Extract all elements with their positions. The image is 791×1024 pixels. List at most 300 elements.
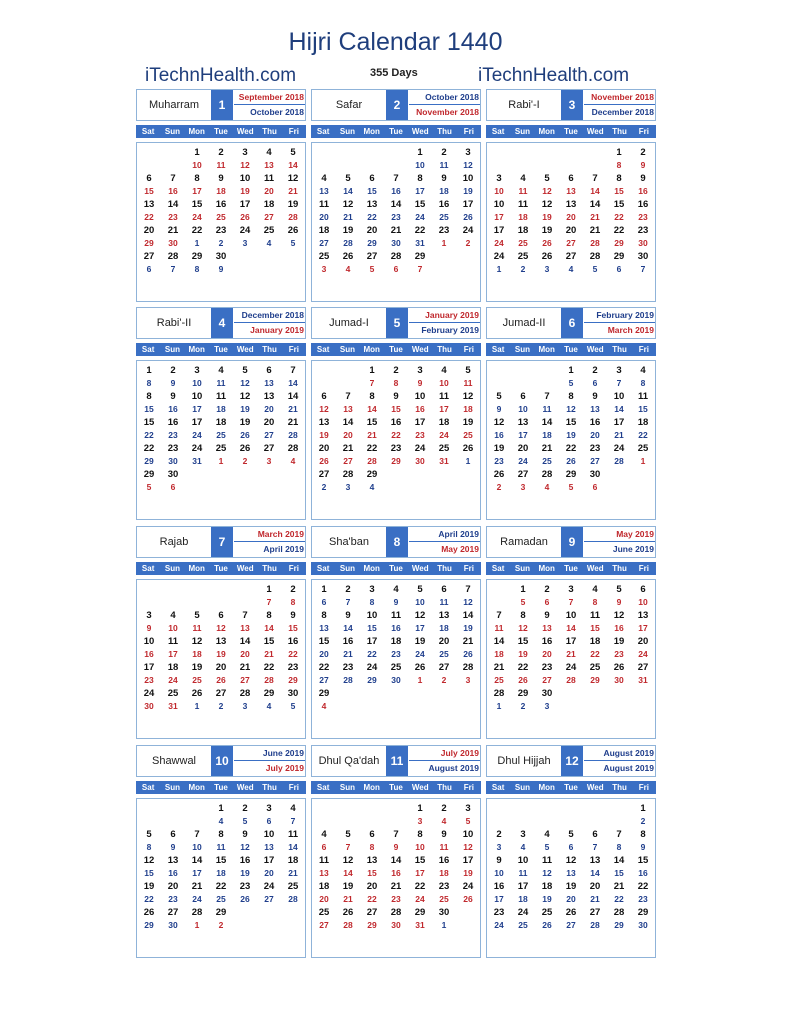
hijri-day[interactable]: 7 bbox=[544, 391, 550, 402]
hijri-day[interactable]: 19 bbox=[143, 881, 155, 892]
hijri-day[interactable]: 27 bbox=[517, 469, 529, 480]
hijri-day[interactable]: 6 bbox=[321, 391, 327, 402]
hijri-day[interactable]: 30 bbox=[167, 469, 179, 480]
hijri-day[interactable]: 13 bbox=[637, 610, 649, 621]
hijri-day[interactable]: 14 bbox=[191, 855, 203, 866]
hijri-day[interactable]: 7 bbox=[194, 829, 200, 840]
hijri-day[interactable]: 28 bbox=[390, 251, 402, 262]
hijri-day[interactable]: 3 bbox=[194, 365, 200, 376]
hijri-day[interactable]: 1 bbox=[266, 584, 272, 595]
hijri-day[interactable]: 22 bbox=[143, 443, 155, 454]
hijri-day[interactable]: 1 bbox=[640, 803, 646, 814]
hijri-day[interactable]: 8 bbox=[616, 173, 622, 184]
hijri-day[interactable]: 4 bbox=[170, 610, 176, 621]
hijri-day[interactable]: 23 bbox=[541, 662, 553, 673]
hijri-day[interactable]: 8 bbox=[640, 829, 646, 840]
hijri-day[interactable]: 9 bbox=[290, 610, 296, 621]
hijri-day[interactable]: 17 bbox=[462, 199, 474, 210]
hijri-day[interactable]: 7 bbox=[496, 610, 502, 621]
hijri-day[interactable]: 20 bbox=[143, 225, 155, 236]
hijri-day[interactable]: 17 bbox=[263, 855, 275, 866]
hijri-day[interactable]: 17 bbox=[143, 662, 155, 673]
hijri-day[interactable]: 24 bbox=[263, 881, 275, 892]
hijri-day[interactable]: 6 bbox=[640, 584, 646, 595]
hijri-day[interactable]: 23 bbox=[438, 881, 450, 892]
hijri-day[interactable]: 14 bbox=[613, 855, 625, 866]
hijri-day[interactable]: 29 bbox=[215, 907, 227, 918]
hijri-day[interactable]: 21 bbox=[239, 662, 251, 673]
hijri-day[interactable]: 15 bbox=[318, 636, 330, 647]
hijri-day[interactable]: 30 bbox=[438, 907, 450, 918]
hijri-day[interactable]: 10 bbox=[493, 199, 505, 210]
hijri-day[interactable]: 27 bbox=[438, 662, 450, 673]
hijri-day[interactable]: 4 bbox=[640, 365, 646, 376]
hijri-day[interactable]: 20 bbox=[318, 443, 330, 454]
hijri-day[interactable]: 26 bbox=[287, 225, 299, 236]
hijri-day[interactable]: 23 bbox=[637, 225, 649, 236]
hijri-day[interactable]: 11 bbox=[438, 391, 450, 402]
hijri-day[interactable]: 4 bbox=[266, 147, 272, 158]
hijri-day[interactable]: 7 bbox=[393, 829, 399, 840]
hijri-day[interactable]: 21 bbox=[167, 225, 179, 236]
hijri-day[interactable]: 15 bbox=[517, 636, 529, 647]
hijri-day[interactable]: 22 bbox=[565, 443, 577, 454]
hijri-day[interactable]: 3 bbox=[266, 803, 272, 814]
hijri-day[interactable]: 25 bbox=[167, 688, 179, 699]
hijri-day[interactable]: 15 bbox=[637, 855, 649, 866]
hijri-day[interactable]: 25 bbox=[438, 443, 450, 454]
hijri-day[interactable]: 28 bbox=[191, 907, 203, 918]
hijri-day[interactable]: 6 bbox=[369, 829, 375, 840]
hijri-day[interactable]: 20 bbox=[637, 636, 649, 647]
hijri-day[interactable]: 13 bbox=[143, 199, 155, 210]
hijri-day[interactable]: 24 bbox=[191, 443, 203, 454]
hijri-day[interactable]: 9 bbox=[242, 829, 248, 840]
hijri-day[interactable]: 29 bbox=[318, 688, 330, 699]
hijri-day[interactable]: 11 bbox=[167, 636, 179, 647]
hijri-day[interactable]: 2 bbox=[218, 147, 224, 158]
hijri-day[interactable]: 10 bbox=[517, 855, 529, 866]
hijri-day[interactable]: 15 bbox=[215, 855, 227, 866]
hijri-day[interactable]: 13 bbox=[263, 391, 275, 402]
hijri-day[interactable]: 25 bbox=[517, 251, 529, 262]
hijri-day[interactable]: 19 bbox=[287, 199, 299, 210]
hijri-day[interactable]: 2 bbox=[640, 147, 646, 158]
hijri-day[interactable]: 26 bbox=[565, 907, 577, 918]
hijri-day[interactable]: 21 bbox=[541, 443, 553, 454]
hijri-day[interactable]: 2 bbox=[170, 365, 176, 376]
hijri-day[interactable]: 2 bbox=[441, 803, 447, 814]
hijri-day[interactable]: 9 bbox=[441, 173, 447, 184]
hijri-day[interactable]: 6 bbox=[170, 829, 176, 840]
hijri-day[interactable]: 14 bbox=[390, 199, 402, 210]
hijri-day[interactable]: 17 bbox=[613, 417, 625, 428]
hijri-day[interactable]: 5 bbox=[146, 829, 152, 840]
hijri-day[interactable]: 13 bbox=[565, 199, 577, 210]
hijri-day[interactable]: 5 bbox=[544, 173, 550, 184]
hijri-day[interactable]: 11 bbox=[517, 199, 529, 210]
hijri-day[interactable]: 29 bbox=[414, 907, 426, 918]
hijri-day[interactable]: 21 bbox=[287, 417, 299, 428]
hijri-day[interactable]: 24 bbox=[493, 251, 505, 262]
hijri-day[interactable]: 3 bbox=[616, 365, 622, 376]
hijri-day[interactable]: 23 bbox=[239, 881, 251, 892]
hijri-day[interactable]: 15 bbox=[143, 417, 155, 428]
hijri-day[interactable]: 9 bbox=[640, 173, 646, 184]
hijri-day[interactable]: 27 bbox=[318, 469, 330, 480]
hijri-day[interactable]: 28 bbox=[589, 251, 601, 262]
hijri-day[interactable]: 28 bbox=[613, 907, 625, 918]
hijri-day[interactable]: 20 bbox=[517, 443, 529, 454]
hijri-day[interactable]: 29 bbox=[263, 688, 275, 699]
hijri-day[interactable]: 16 bbox=[287, 636, 299, 647]
hijri-day[interactable]: 8 bbox=[321, 610, 327, 621]
hijri-day[interactable]: 24 bbox=[143, 688, 155, 699]
hijri-day[interactable]: 22 bbox=[191, 225, 203, 236]
hijri-day[interactable]: 18 bbox=[287, 855, 299, 866]
hijri-day[interactable]: 2 bbox=[242, 803, 248, 814]
hijri-day[interactable]: 16 bbox=[239, 855, 251, 866]
hijri-day[interactable]: 21 bbox=[493, 662, 505, 673]
hijri-day[interactable]: 12 bbox=[191, 636, 203, 647]
hijri-day[interactable]: 24 bbox=[565, 662, 577, 673]
hijri-day[interactable]: 27 bbox=[167, 907, 179, 918]
hijri-day[interactable]: 20 bbox=[263, 417, 275, 428]
hijri-day[interactable]: 1 bbox=[218, 803, 224, 814]
hijri-day[interactable]: 10 bbox=[191, 391, 203, 402]
hijri-day[interactable]: 18 bbox=[390, 636, 402, 647]
hijri-day[interactable]: 26 bbox=[414, 662, 426, 673]
hijri-day[interactable]: 14 bbox=[589, 199, 601, 210]
hijri-day[interactable]: 28 bbox=[287, 443, 299, 454]
hijri-day[interactable]: 20 bbox=[589, 881, 601, 892]
hijri-day[interactable]: 13 bbox=[366, 855, 378, 866]
hijri-day[interactable]: 10 bbox=[366, 610, 378, 621]
hijri-day[interactable]: 19 bbox=[565, 881, 577, 892]
hijri-day[interactable]: 8 bbox=[146, 391, 152, 402]
hijri-day[interactable]: 6 bbox=[369, 173, 375, 184]
hijri-day[interactable]: 11 bbox=[637, 391, 649, 402]
hijri-day[interactable]: 19 bbox=[541, 225, 553, 236]
hijri-day[interactable]: 1 bbox=[417, 803, 423, 814]
hijri-day[interactable]: 26 bbox=[613, 662, 625, 673]
hijri-day[interactable]: 30 bbox=[215, 251, 227, 262]
hijri-day[interactable]: 6 bbox=[218, 610, 224, 621]
hijri-day[interactable]: 18 bbox=[215, 417, 227, 428]
hijri-day[interactable]: 10 bbox=[565, 610, 577, 621]
hijri-day[interactable]: 30 bbox=[541, 688, 553, 699]
hijri-day[interactable]: 18 bbox=[541, 881, 553, 892]
hijri-day[interactable]: 3 bbox=[568, 584, 574, 595]
hijri-day[interactable]: 23 bbox=[287, 662, 299, 673]
hijri-day[interactable]: 27 bbox=[263, 443, 275, 454]
hijri-day[interactable]: 13 bbox=[215, 636, 227, 647]
hijri-day[interactable]: 1 bbox=[616, 147, 622, 158]
hijri-day[interactable]: 4 bbox=[290, 803, 296, 814]
hijri-day[interactable]: 1 bbox=[146, 365, 152, 376]
hijri-day[interactable]: 25 bbox=[318, 907, 330, 918]
hijri-day[interactable]: 9 bbox=[441, 829, 447, 840]
hijri-day[interactable]: 23 bbox=[390, 443, 402, 454]
hijri-day[interactable]: 28 bbox=[541, 469, 553, 480]
hijri-day[interactable]: 19 bbox=[342, 225, 354, 236]
hijri-day[interactable]: 16 bbox=[637, 199, 649, 210]
hijri-day[interactable]: 14 bbox=[342, 417, 354, 428]
hijri-day[interactable]: 16 bbox=[589, 417, 601, 428]
hijri-day[interactable]: 4 bbox=[441, 365, 447, 376]
hijri-day[interactable]: 26 bbox=[493, 469, 505, 480]
hijri-day[interactable]: 28 bbox=[462, 662, 474, 673]
hijri-day[interactable]: 22 bbox=[517, 662, 529, 673]
hijri-day[interactable]: 2 bbox=[441, 147, 447, 158]
hijri-day[interactable]: 11 bbox=[541, 855, 553, 866]
hijri-day[interactable]: 12 bbox=[613, 610, 625, 621]
hijri-day[interactable]: 29 bbox=[143, 469, 155, 480]
hijri-day[interactable]: 3 bbox=[417, 365, 423, 376]
hijri-day[interactable]: 12 bbox=[462, 391, 474, 402]
site-link-right[interactable]: iTechnHealth.com bbox=[478, 65, 630, 86]
hijri-day[interactable]: 5 bbox=[417, 584, 423, 595]
hijri-day[interactable]: 15 bbox=[366, 417, 378, 428]
hijri-day[interactable]: 15 bbox=[414, 199, 426, 210]
hijri-day[interactable]: 28 bbox=[342, 469, 354, 480]
hijri-day[interactable]: 13 bbox=[167, 855, 179, 866]
hijri-day[interactable]: 26 bbox=[239, 443, 251, 454]
hijri-day[interactable]: 4 bbox=[544, 829, 550, 840]
hijri-day[interactable]: 27 bbox=[565, 251, 577, 262]
hijri-day[interactable]: 21 bbox=[613, 881, 625, 892]
hijri-day[interactable]: 5 bbox=[345, 173, 351, 184]
hijri-day[interactable]: 9 bbox=[393, 391, 399, 402]
hijri-day[interactable]: 21 bbox=[390, 225, 402, 236]
hijri-day[interactable]: 23 bbox=[493, 907, 505, 918]
hijri-day[interactable]: 2 bbox=[290, 584, 296, 595]
hijri-day[interactable]: 11 bbox=[589, 610, 601, 621]
hijri-day[interactable]: 7 bbox=[290, 365, 296, 376]
hijri-day[interactable]: 6 bbox=[441, 584, 447, 595]
hijri-day[interactable]: 19 bbox=[414, 636, 426, 647]
hijri-day[interactable]: 6 bbox=[266, 365, 272, 376]
hijri-day[interactable]: 20 bbox=[215, 662, 227, 673]
hijri-day[interactable]: 17 bbox=[239, 199, 251, 210]
hijri-day[interactable]: 19 bbox=[191, 662, 203, 673]
hijri-day[interactable]: 14 bbox=[541, 417, 553, 428]
hijri-day[interactable]: 24 bbox=[239, 225, 251, 236]
hijri-day[interactable]: 5 bbox=[465, 365, 471, 376]
hijri-day[interactable]: 20 bbox=[167, 881, 179, 892]
hijri-day[interactable]: 26 bbox=[191, 688, 203, 699]
hijri-day[interactable]: 14 bbox=[390, 855, 402, 866]
hijri-day[interactable]: 10 bbox=[239, 173, 251, 184]
hijri-day[interactable]: 18 bbox=[167, 662, 179, 673]
hijri-day[interactable]: 25 bbox=[287, 881, 299, 892]
hijri-day[interactable]: 19 bbox=[342, 881, 354, 892]
hijri-day[interactable]: 22 bbox=[414, 881, 426, 892]
hijri-day[interactable]: 14 bbox=[287, 391, 299, 402]
hijri-day[interactable]: 2 bbox=[544, 584, 550, 595]
hijri-day[interactable]: 14 bbox=[462, 610, 474, 621]
hijri-day[interactable]: 11 bbox=[287, 829, 299, 840]
hijri-day[interactable]: 19 bbox=[239, 417, 251, 428]
hijri-day[interactable]: 8 bbox=[369, 391, 375, 402]
hijri-day[interactable]: 29 bbox=[366, 469, 378, 480]
hijri-day[interactable]: 28 bbox=[239, 688, 251, 699]
hijri-day[interactable]: 17 bbox=[414, 417, 426, 428]
hijri-day[interactable]: 4 bbox=[592, 584, 598, 595]
hijri-day[interactable]: 7 bbox=[345, 391, 351, 402]
hijri-day[interactable]: 25 bbox=[318, 251, 330, 262]
hijri-day[interactable]: 22 bbox=[366, 443, 378, 454]
hijri-day[interactable]: 5 bbox=[242, 365, 248, 376]
hijri-day[interactable]: 8 bbox=[417, 173, 423, 184]
hijri-day[interactable]: 14 bbox=[167, 199, 179, 210]
hijri-day[interactable]: 2 bbox=[393, 365, 399, 376]
hijri-day[interactable]: 29 bbox=[414, 251, 426, 262]
hijri-day[interactable]: 17 bbox=[565, 636, 577, 647]
hijri-day[interactable]: 5 bbox=[568, 829, 574, 840]
hijri-day[interactable]: 12 bbox=[493, 417, 505, 428]
hijri-day[interactable]: 10 bbox=[462, 829, 474, 840]
hijri-day[interactable]: 28 bbox=[390, 907, 402, 918]
hijri-day[interactable]: 27 bbox=[589, 907, 601, 918]
hijri-day[interactable]: 28 bbox=[493, 688, 505, 699]
hijri-day[interactable]: 10 bbox=[613, 391, 625, 402]
hijri-day[interactable]: 11 bbox=[318, 855, 330, 866]
hijri-day[interactable]: 8 bbox=[218, 829, 224, 840]
hijri-day[interactable]: 5 bbox=[290, 147, 296, 158]
hijri-day[interactable]: 9 bbox=[544, 610, 550, 621]
hijri-day[interactable]: 25 bbox=[263, 225, 275, 236]
hijri-day[interactable]: 6 bbox=[568, 173, 574, 184]
hijri-day[interactable]: 21 bbox=[462, 636, 474, 647]
hijri-day[interactable]: 27 bbox=[637, 662, 649, 673]
hijri-day[interactable]: 6 bbox=[146, 173, 152, 184]
hijri-day[interactable]: 4 bbox=[321, 173, 327, 184]
hijri-day[interactable]: 20 bbox=[438, 636, 450, 647]
hijri-day[interactable]: 17 bbox=[462, 855, 474, 866]
hijri-day[interactable]: 8 bbox=[520, 610, 526, 621]
hijri-day[interactable]: 14 bbox=[239, 636, 251, 647]
hijri-day[interactable]: 3 bbox=[520, 829, 526, 840]
hijri-day[interactable]: 7 bbox=[170, 173, 176, 184]
hijri-day[interactable]: 22 bbox=[318, 662, 330, 673]
hijri-day[interactable]: 18 bbox=[438, 417, 450, 428]
hijri-day[interactable]: 12 bbox=[239, 391, 251, 402]
hijri-day[interactable]: 26 bbox=[462, 443, 474, 454]
hijri-day[interactable]: 24 bbox=[613, 443, 625, 454]
hijri-day[interactable]: 22 bbox=[637, 881, 649, 892]
hijri-day[interactable]: 10 bbox=[462, 173, 474, 184]
hijri-day[interactable]: 16 bbox=[541, 636, 553, 647]
hijri-day[interactable]: 27 bbox=[215, 688, 227, 699]
hijri-day[interactable]: 15 bbox=[414, 855, 426, 866]
hijri-day[interactable]: 19 bbox=[462, 417, 474, 428]
hijri-day[interactable]: 3 bbox=[242, 147, 248, 158]
hijri-day[interactable]: 11 bbox=[263, 173, 275, 184]
hijri-day[interactable]: 22 bbox=[414, 225, 426, 236]
hijri-day[interactable]: 22 bbox=[215, 881, 227, 892]
hijri-day[interactable]: 9 bbox=[170, 391, 176, 402]
hijri-day[interactable]: 18 bbox=[318, 225, 330, 236]
hijri-day[interactable]: 8 bbox=[568, 391, 574, 402]
hijri-day[interactable]: 3 bbox=[465, 147, 471, 158]
hijri-day[interactable]: 15 bbox=[191, 199, 203, 210]
hijri-day[interactable]: 21 bbox=[390, 881, 402, 892]
hijri-day[interactable]: 24 bbox=[414, 443, 426, 454]
hijri-day[interactable]: 11 bbox=[318, 199, 330, 210]
hijri-day[interactable]: 13 bbox=[318, 417, 330, 428]
hijri-day[interactable]: 25 bbox=[390, 662, 402, 673]
hijri-day[interactable]: 18 bbox=[517, 225, 529, 236]
hijri-day[interactable]: 1 bbox=[369, 365, 375, 376]
hijri-day[interactable]: 13 bbox=[438, 610, 450, 621]
site-link-left[interactable]: iTechnHealth.com bbox=[145, 65, 297, 86]
hijri-day[interactable]: 18 bbox=[263, 199, 275, 210]
hijri-day[interactable]: 6 bbox=[592, 829, 598, 840]
hijri-day[interactable]: 25 bbox=[637, 443, 649, 454]
hijri-day[interactable]: 3 bbox=[369, 584, 375, 595]
hijri-day[interactable]: 28 bbox=[167, 251, 179, 262]
hijri-day[interactable]: 1 bbox=[194, 147, 200, 158]
hijri-day[interactable]: 8 bbox=[417, 829, 423, 840]
hijri-day[interactable]: 1 bbox=[321, 584, 327, 595]
hijri-day[interactable]: 3 bbox=[465, 803, 471, 814]
hijri-day[interactable]: 29 bbox=[565, 469, 577, 480]
hijri-day[interactable]: 16 bbox=[167, 417, 179, 428]
hijri-day[interactable]: 12 bbox=[287, 173, 299, 184]
hijri-day[interactable]: 9 bbox=[592, 391, 598, 402]
hijri-day[interactable]: 16 bbox=[215, 199, 227, 210]
hijri-day[interactable]: 25 bbox=[215, 443, 227, 454]
hijri-day[interactable]: 5 bbox=[194, 610, 200, 621]
hijri-day[interactable]: 4 bbox=[218, 365, 224, 376]
hijri-day[interactable]: 17 bbox=[191, 417, 203, 428]
hijri-day[interactable]: 24 bbox=[462, 881, 474, 892]
hijri-day[interactable]: 26 bbox=[342, 251, 354, 262]
hijri-day[interactable]: 18 bbox=[318, 881, 330, 892]
hijri-day[interactable]: 23 bbox=[438, 225, 450, 236]
hijri-day[interactable]: 2 bbox=[345, 584, 351, 595]
hijri-day[interactable]: 19 bbox=[613, 636, 625, 647]
hijri-day[interactable]: 8 bbox=[194, 173, 200, 184]
hijri-day[interactable]: 1 bbox=[417, 147, 423, 158]
hijri-day[interactable]: 18 bbox=[637, 417, 649, 428]
hijri-day[interactable]: 21 bbox=[191, 881, 203, 892]
hijri-day[interactable]: 26 bbox=[541, 251, 553, 262]
hijri-day[interactable]: 22 bbox=[613, 225, 625, 236]
hijri-day[interactable]: 24 bbox=[462, 225, 474, 236]
hijri-day[interactable]: 12 bbox=[342, 855, 354, 866]
hijri-day[interactable]: 20 bbox=[366, 881, 378, 892]
hijri-day[interactable]: 6 bbox=[520, 391, 526, 402]
hijri-day[interactable]: 1 bbox=[568, 365, 574, 376]
hijri-day[interactable]: 16 bbox=[438, 855, 450, 866]
hijri-day[interactable]: 18 bbox=[589, 636, 601, 647]
hijri-day[interactable]: 27 bbox=[366, 251, 378, 262]
hijri-day[interactable]: 30 bbox=[287, 688, 299, 699]
hijri-day[interactable]: 15 bbox=[565, 417, 577, 428]
hijri-day[interactable]: 5 bbox=[616, 584, 622, 595]
hijri-day[interactable]: 13 bbox=[517, 417, 529, 428]
hijri-day[interactable]: 1 bbox=[520, 584, 526, 595]
hijri-day[interactable]: 23 bbox=[342, 662, 354, 673]
hijri-day[interactable]: 17 bbox=[517, 881, 529, 892]
hijri-day[interactable]: 21 bbox=[342, 443, 354, 454]
hijri-day[interactable]: 29 bbox=[191, 251, 203, 262]
hijri-day[interactable]: 15 bbox=[263, 636, 275, 647]
hijri-day[interactable]: 12 bbox=[414, 610, 426, 621]
hijri-day[interactable]: 10 bbox=[143, 636, 155, 647]
